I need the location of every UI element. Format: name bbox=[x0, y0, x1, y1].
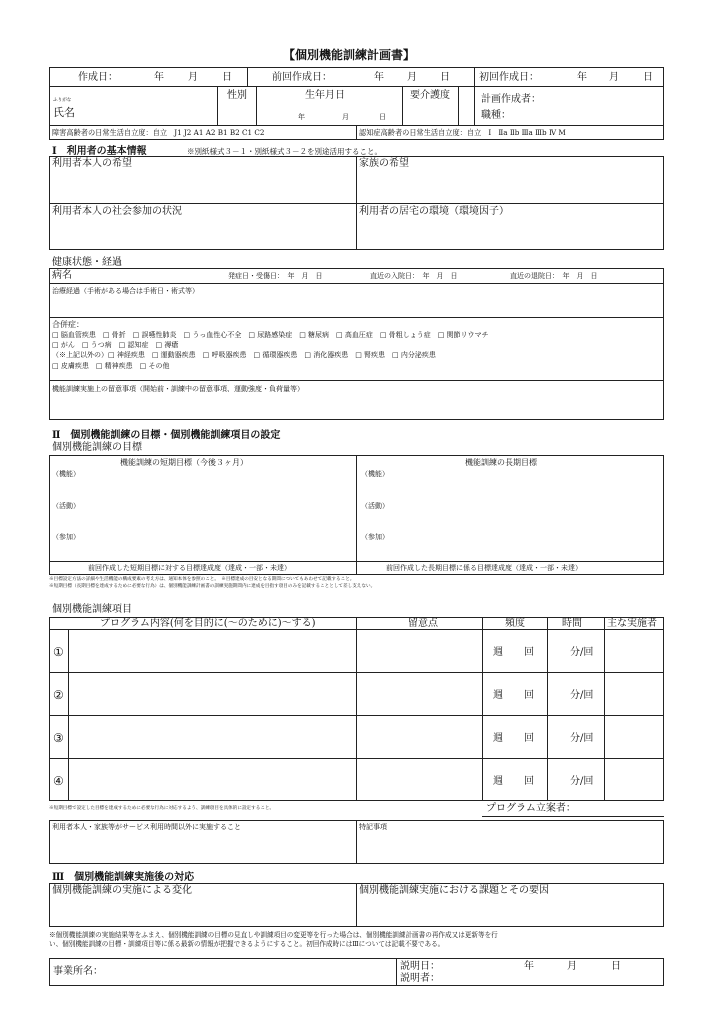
long-term-goal-label: 機能訓練の長期目標 bbox=[465, 458, 537, 467]
admission-date: 直近の入院日： 年 月 日 bbox=[370, 272, 458, 280]
row-week: 週 bbox=[493, 647, 503, 658]
section3-heading: Ⅲ 個別機能訓練実施後の対応 bbox=[52, 872, 195, 883]
prev-month: 月 bbox=[407, 72, 417, 83]
frequency-column-header: 頻度 bbox=[505, 618, 525, 629]
dementia-level-line: 認知症高齢者の日常生活自立度：自立 Ⅰ Ⅱa Ⅱb Ⅲa Ⅲb Ⅳ M bbox=[359, 128, 566, 137]
special-notes-label: 特記事項 bbox=[359, 823, 387, 831]
row-minutes: 分/回 bbox=[570, 647, 594, 658]
first-created-label: 初回作成日： bbox=[479, 72, 539, 83]
comorbidity-line-2: □ がん □ うつ病 □ 認知症 □ 褥瘡 bbox=[52, 341, 179, 349]
comorbidity-line-4: □ 皮膚疾患 □ 精神疾患 □ その他 bbox=[52, 362, 170, 370]
name-label: 氏名 bbox=[53, 106, 75, 119]
items-note: ※短期目標で設定した目標を達成するために必要な行為に対応するよう、訓練項目を具体的に設定すること。 bbox=[49, 806, 275, 811]
row-times: 回 bbox=[524, 647, 534, 658]
first-day: 日 bbox=[643, 72, 653, 83]
section3-note-1: ※個別機能訓練の実施結果等をふまえ、個別機能訓練の目標の見直しや訓練項目の変更等を行った場合は、個別機能訓練計画書の再作成又は更新等を行 bbox=[49, 931, 498, 939]
section1-heading: Ⅰ 利用者の基本情報 bbox=[52, 146, 147, 157]
job-label: 職種： bbox=[481, 110, 511, 121]
office-name-label: 事業所名： bbox=[53, 966, 103, 977]
health-heading: 健康状態・経過 bbox=[52, 257, 122, 268]
outside-activity-label: 利用者本人・家族等がサービス利用時間以外に実施すること bbox=[52, 823, 241, 831]
treatment-course-label: 治療経過（手術がある場合は手術日・術式等） bbox=[52, 287, 199, 295]
row-week: 週 bbox=[493, 776, 503, 787]
birth-month: 月 bbox=[342, 113, 349, 121]
short-term-goal-label: 機能訓練の短期目標（今後３ヶ月） bbox=[120, 458, 248, 467]
first-year: 年 bbox=[577, 72, 587, 83]
sex-label: 性別 bbox=[227, 90, 247, 101]
items-label: 個別機能訓練項目 bbox=[52, 604, 132, 615]
section2-heading: Ⅱ 個別機能訓練の目標・個別機能訓練項目の設定 bbox=[52, 430, 281, 441]
row-number: ③ bbox=[53, 731, 64, 745]
first-month: 月 bbox=[609, 72, 619, 83]
change-label: 個別機能訓練の実施による変化 bbox=[52, 885, 192, 896]
prev-day: 日 bbox=[440, 72, 450, 83]
staff-column-header: 主な実施者 bbox=[607, 618, 657, 629]
program-column-header: プログラム内容(何を目的に(～のために)～する) bbox=[100, 618, 316, 629]
goals-note-1: ※目標設定方法の詳細や生活機能の構成要素の考え方は、通知本体を参照のこと。 ※目標達成の目安となる期間についてもあわせて記載すること。 bbox=[49, 577, 355, 582]
short-achievement-label: 前回作成した短期目標に対する目標達成度（達成・一部・未達） bbox=[88, 564, 291, 572]
explanation-date-label: 説明日： bbox=[400, 961, 440, 972]
short-activity-label: （活動） bbox=[52, 502, 80, 510]
created-date-label: 作成日： bbox=[78, 72, 118, 83]
short-participation-label: （参加） bbox=[52, 533, 80, 541]
onset-date: 発症日・受傷日： 年 月 日 bbox=[228, 272, 323, 280]
adl-level-line: 障害高齢者の日常生活自立度：自立 J1 J2 A1 A2 B1 B2 C1 C2 bbox=[52, 128, 265, 137]
discharge-date: 直近の退院日： 年 月 日 bbox=[510, 272, 598, 280]
row-week: 週 bbox=[493, 733, 503, 744]
user-wish-label: 利用者本人の希望 bbox=[52, 158, 132, 169]
family-wish-label: 家族の希望 bbox=[359, 158, 409, 169]
time-column-header: 時間 bbox=[562, 618, 582, 629]
row-times: 回 bbox=[524, 776, 534, 787]
section3-note-2: い、個別機能訓練の目標・訓練項目等に係る最新の情報が把握できるようにすること。初回作成時にはⅢについては記載不要である。 bbox=[49, 940, 445, 948]
social-participation-label: 利用者本人の社会参加の状況 bbox=[52, 206, 182, 217]
footer-day: 日 bbox=[611, 961, 621, 972]
section1-note: ※別紙様式３－１・別紙様式３－２を別途活用すること。 bbox=[187, 147, 382, 156]
comorbidity-line-3: （※上記以外の）□ 神経疾患 □ 運動器疾患 □ 呼吸器疾患 □ 循環器疾患 □ 消化器疾患 □ 腎疾患 □ 内分泌疾患 bbox=[52, 351, 436, 359]
long-participation-label: （参加） bbox=[361, 533, 389, 541]
row-number: ④ bbox=[53, 774, 64, 788]
short-function-label: （機能） bbox=[52, 470, 80, 478]
document-title: 【個別機能訓練計画書】 bbox=[283, 48, 416, 62]
furigana-label: ふりがな bbox=[53, 98, 72, 103]
program-proposer-label: プログラム立案者： bbox=[486, 803, 576, 814]
long-activity-label: （活動） bbox=[361, 502, 389, 510]
issues-label: 個別機能訓練実施における課題とその要因 bbox=[359, 885, 549, 896]
long-achievement-label: 前回作成した長期目標に係る目標達成度（達成・一部・未達） bbox=[386, 564, 582, 572]
care-level-label: 要介護度 bbox=[410, 90, 450, 101]
long-function-label: （機能） bbox=[361, 470, 389, 478]
row-week: 週 bbox=[493, 690, 503, 701]
birth-label: 生年月日 bbox=[305, 90, 345, 101]
created-year: 年 bbox=[154, 72, 164, 83]
training-caution-label: 機能訓練実施上の留意事項（開始前・訓練中の留意事項、運動強度・負荷量等） bbox=[52, 385, 304, 393]
footer-month: 月 bbox=[567, 961, 577, 972]
row-minutes: 分/回 bbox=[570, 690, 594, 701]
row-times: 回 bbox=[524, 690, 534, 701]
planner-label: 計画作成者： bbox=[481, 94, 541, 105]
points-column-header: 留意点 bbox=[408, 618, 438, 629]
row-minutes: 分/回 bbox=[570, 733, 594, 744]
home-environment-label: 利用者の居宅の環境（環境因子） bbox=[359, 206, 509, 217]
goals-label: 個別機能訓練の目標 bbox=[52, 442, 142, 453]
disease-label: 病名 bbox=[52, 270, 72, 281]
prev-year: 年 bbox=[374, 72, 384, 83]
comorbidity-line-1: □ 脳血管疾患 □ 骨折 □ 誤嚥性肺炎 □ うっ血性心不全 □ 尿路感染症 □ 糖尿病 □ 高血圧症 □ 骨粗しょう症 □ 関節リウマチ bbox=[52, 331, 489, 339]
created-day: 日 bbox=[222, 72, 232, 83]
explainer-label: 説明者： bbox=[400, 973, 440, 984]
birth-day: 日 bbox=[379, 113, 386, 121]
row-times: 回 bbox=[524, 733, 534, 744]
prev-created-label: 前回作成日： bbox=[272, 72, 332, 83]
row-number: ② bbox=[53, 688, 64, 702]
row-minutes: 分/回 bbox=[570, 776, 594, 787]
footer-year: 年 bbox=[524, 961, 534, 972]
birth-year: 年 bbox=[298, 113, 305, 121]
created-month: 月 bbox=[188, 72, 198, 83]
row-number: ① bbox=[53, 645, 64, 659]
goals-note-2: ※短期目標（長期目標を達成するために必要な行為）は、個別機能訓練計画書の訓練実施期間内に達成を目指す項目のみを記載することとして差し支えない。 bbox=[49, 584, 376, 589]
comorbidity-label: 合併症： bbox=[52, 320, 84, 329]
